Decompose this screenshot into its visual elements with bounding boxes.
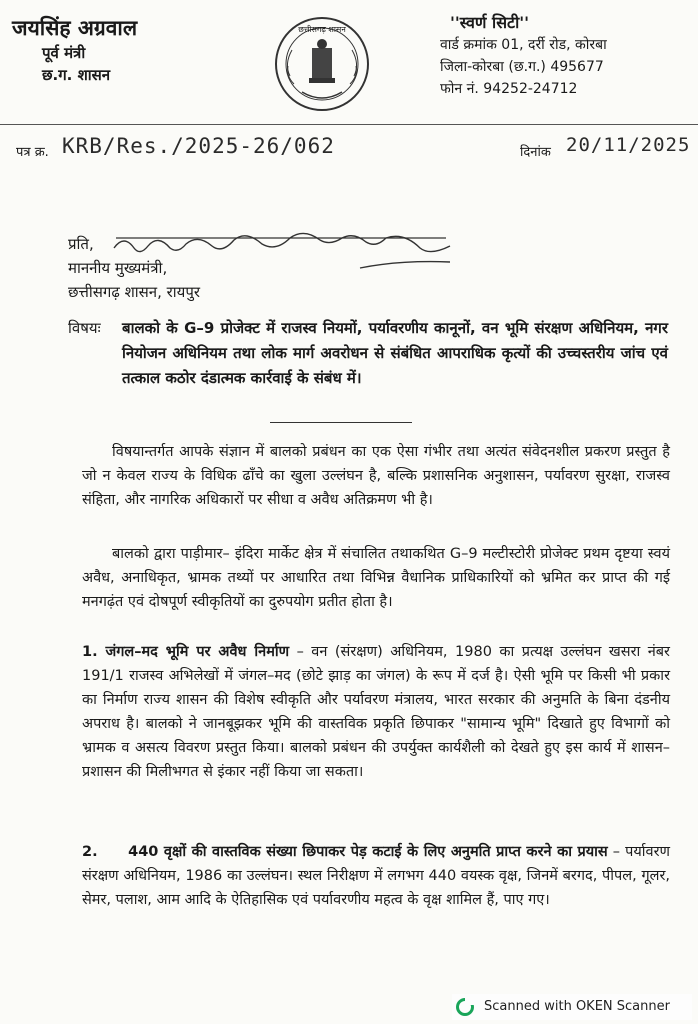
address-line1: वार्ड क्रमांक 01, दर्री रोड, कोरबा xyxy=(440,37,607,53)
point-2-heading: 440 वृक्षों की वास्तविक संख्या छिपाकर पेड़ कटाई के लिए अनुमति प्राप्त करने का प्रयास xyxy=(128,844,608,860)
point-1 xyxy=(82,640,670,784)
recipient-prefix: प्रति, xyxy=(68,235,94,253)
address-block xyxy=(440,12,690,100)
handwritten-addressee-scribble-icon xyxy=(110,226,460,276)
subject-label: विषयः xyxy=(68,319,101,337)
recipient-line1: माननीय मुख्यमंत्री, xyxy=(68,259,168,277)
point-2-text: – पर्यावरण संरक्षण अधिनियम, 1986 का उल्लंघन। स्थल निरीक्षण में लगभग 440 वयस्क वृक्ष, जिनमें बरगद, पीपल, गूलर, सेमर, पलाश, आम आदि के ऐतिहासिक एवं पर्यावरणीय महत्व के वृक्ष शामिल हैं, पाए गए। xyxy=(82,844,670,908)
reference-label: पत्र क्र. xyxy=(16,145,49,160)
point-1-heading: 1. जंगल–मद भूमि पर अवैध निर्माण xyxy=(82,644,290,660)
subject-underline xyxy=(270,422,412,423)
sender-name: जयसिंह अग्रवाल xyxy=(12,16,138,40)
sender-government: छ.ग. शासन xyxy=(42,66,111,84)
body-paragraph-2: बालको द्वारा पाड़ीमार– इंदिरा मार्केट क्षेत्र में संचालित तथाकथित G–9 मल्टीस्टोरी प्रोजेक्ट प्रथम दृष्टया स्वयं अवैध, अनाधिकृत, भ्रामक तथ्यों पर आधारित तथा विभिन्न वैधानिक प्राधिकारियों को भ्रमित कर प्राप्त की गई मनगढ़ंत एवं दोषपूर्ण स्वीकृतियों का दुरुपयोग प्रतीत होता है। xyxy=(82,546,670,610)
subject-block xyxy=(68,316,668,391)
address-line2: जिला-कोरबा (छ.ग.) 495677 xyxy=(440,59,604,75)
header-divider xyxy=(0,124,698,125)
point-2-number: 2. xyxy=(82,844,98,860)
address-phone: फोन नं. 94252-24712 xyxy=(440,81,578,97)
point-2 xyxy=(82,840,670,912)
recipient-line2: छत्तीसगढ़ शासन, रायपुर xyxy=(68,283,201,301)
scanner-text: Scanned with OKEN Scanner xyxy=(484,999,670,1014)
subject-text: बालको के G–9 प्रोजेक्ट में राजस्व नियमों, पर्यावरणीय कानूनों, वन भूमि संरक्षण अधिनियम, नगर नियोजन अधिनियम तथा लोक मार्ग अवरोधन से संबंधित आपराधिक कृत्यों की उच्चस्तरीय जांच एवं तत्काल कठोर दंडात्मक कार्रवाई के संबंध में। xyxy=(122,319,668,387)
scanner-logo-icon xyxy=(456,998,474,1016)
sender-block xyxy=(12,14,202,86)
sender-designation: पूर्व मंत्री xyxy=(42,44,86,62)
scanner-watermark xyxy=(452,994,692,1020)
point-1-text: – वन (संरक्षण) अधिनियम, 1980 का प्रत्यक्ष उल्लंघन खसरा नंबर 191/1 राजस्व अभिलेखों में जंगल–मद (छोटे झाड़ का जंगल) के रूप में दर्ज है। ऐसी भूमि पर किसी भी प्रकार का निर्माण राज्य शासन की विशेष स्वीकृति और पर्यावरण मंत्रालय, भारत सरकार की अनुमति के बिना दंडनीय अपराध है। बालको ने जानबूझकर भूमि की वास्तविक प्रकृति छिपाकर "सामान्य भूमि" दिखाते हुए विभागों को भ्रामक व असत्य विवरण प्रस्तुत किया। बालको प्रबंधन की उपर्युक्त कार्यशैली को देखते हुए इस कार्य में शासन–प्रशासन की मिलीभगत से इंकार नहीं किया जा सकता। xyxy=(82,644,670,780)
date-label: दिनांक xyxy=(520,145,551,160)
body-paragraph-1: विषयान्तर्गत आपके संज्ञान में बालको प्रबंधन का एक ऐसा गंभीर तथा अत्यंत संवेदनशील प्रकरण प्रस्तुत है जो न केवल राज्य के विधिक ढाँचे का खुला उल्लंघन है, बल्कि प्रशासनिक अनुशासन, पर्यावरण सुरक्षा, राजस्व संहिता, और नागरिक अधिकारों पर सीधा व अवैध अतिक्रमण भी है। xyxy=(82,444,670,508)
date-value: 20/11/2025 xyxy=(566,134,691,156)
address-house: ''स्वर्ण सिटी'' xyxy=(450,13,530,32)
seal-text: छत्तीसगढ़ शासन xyxy=(298,25,346,34)
reference-number: KRB/Res./2025-26/062 xyxy=(62,134,335,158)
